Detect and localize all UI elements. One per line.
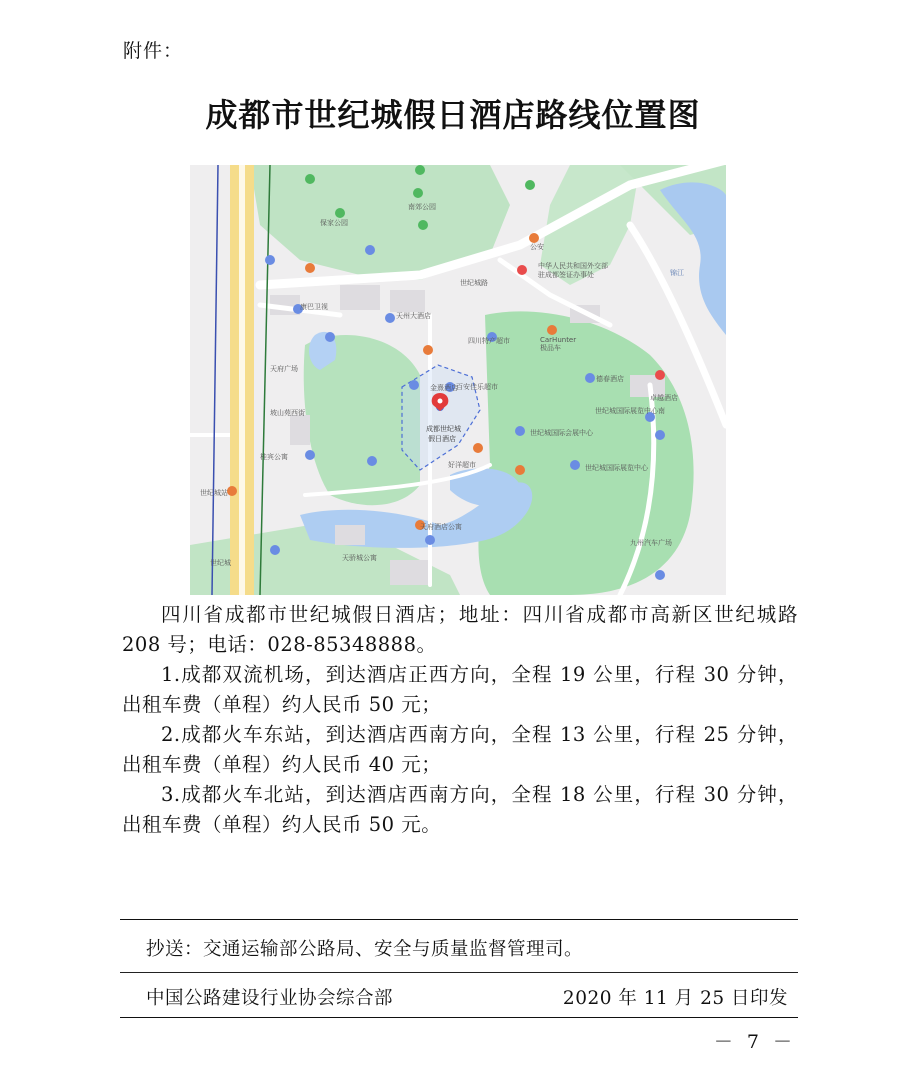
svg-text:德春酒店: 德春酒店 xyxy=(596,375,624,383)
svg-text:假日酒店: 假日酒店 xyxy=(428,435,456,443)
attachment-label: 附件： xyxy=(123,40,184,62)
svg-text:世纪城路: 世纪城路 xyxy=(460,279,488,287)
hotel-address-paragraph: 四川省成都市世纪城假日酒店；地址：四川省成都市高新区世纪城路 208 号；电话：028-85348888。 xyxy=(122,603,798,656)
svg-text:好洋超市: 好洋超市 xyxy=(448,461,476,469)
footer-bottom-rule xyxy=(120,1017,798,1018)
route-north-station-paragraph: 3.成都火车北站，到达酒店西南方向，全程 18 公里，行程 30 分钟，出租车费（单程）约人民币 50 元。 xyxy=(122,783,798,836)
svg-text:百安佳乐超市: 百安佳乐超市 xyxy=(456,383,498,391)
svg-text:世纪城国际会展中心: 世纪城国际会展中心 xyxy=(530,429,593,437)
svg-text:坡山苑西街: 坡山苑西街 xyxy=(270,409,305,417)
print-date: 2020 年 11 月 25 日印发 xyxy=(562,988,788,1009)
route-airport-paragraph: 1.成都双流机场，到达酒店正西方向，全程 19 公里，行程 30 分钟，出租车费（单程）约人民币 50 元； xyxy=(122,663,798,716)
svg-text:驻成都签证办事处: 驻成都签证办事处 xyxy=(538,271,594,279)
svg-text:公安: 公安 xyxy=(530,243,544,251)
svg-text:世纪城国际展览中心南: 世纪城国际展览中心南 xyxy=(595,407,665,415)
svg-text:世纪城国际展览中心: 世纪城国际展览中心 xyxy=(585,464,648,472)
svg-text:桂宾公寓: 桂宾公寓 xyxy=(260,453,288,461)
route-east-station-paragraph: 2.成都火车东站，到达酒店西南方向，全程 13 公里，行程 25 分钟，出租车费（单程）约人民币 40 元； xyxy=(122,723,798,776)
svg-text:世纪城站: 世纪城站 xyxy=(200,489,228,497)
svg-text:卓越酒店: 卓越酒店 xyxy=(650,394,678,402)
route-map xyxy=(190,165,726,595)
cc-line: 抄送：交通运输部公路局、安全与质量监督管理司。 xyxy=(146,939,584,960)
svg-text:保家公园: 保家公园 xyxy=(320,219,348,227)
svg-text:成都世纪城: 成都世纪城 xyxy=(426,425,461,433)
svg-text:中华人民共和国外交部: 中华人民共和国外交部 xyxy=(538,262,608,270)
cc-top-rule xyxy=(120,919,798,920)
svg-text:天骄城公寓: 天骄城公寓 xyxy=(342,554,377,562)
svg-text:康巴卫视: 康巴卫视 xyxy=(300,303,328,311)
svg-text:天府广场: 天府广场 xyxy=(270,365,298,373)
footer-divider xyxy=(120,972,798,973)
svg-text:世纪城: 世纪城 xyxy=(210,559,231,567)
svg-text:CarHunter: CarHunter xyxy=(540,336,577,344)
page-number: － 7 － xyxy=(713,1031,796,1053)
svg-text:锦江: 锦江 xyxy=(670,269,684,277)
svg-text:天州大酒店: 天州大酒店 xyxy=(396,312,431,320)
issuing-organization: 中国公路建设行业协会综合部 xyxy=(146,988,394,1009)
svg-text:南郊公园: 南郊公园 xyxy=(408,203,436,211)
svg-text:金熹酒店: 金熹酒店 xyxy=(430,384,458,392)
route-description xyxy=(122,600,798,840)
svg-text:天府酒店公寓: 天府酒店公寓 xyxy=(420,523,462,531)
svg-text:极品车: 极品车 xyxy=(540,344,561,352)
page-title: 成都市世纪城假日酒店路线位置图 xyxy=(205,96,701,134)
svg-text:九州汽车广场: 九州汽车广场 xyxy=(630,539,672,547)
svg-text:四川特产超市: 四川特产超市 xyxy=(468,337,510,345)
